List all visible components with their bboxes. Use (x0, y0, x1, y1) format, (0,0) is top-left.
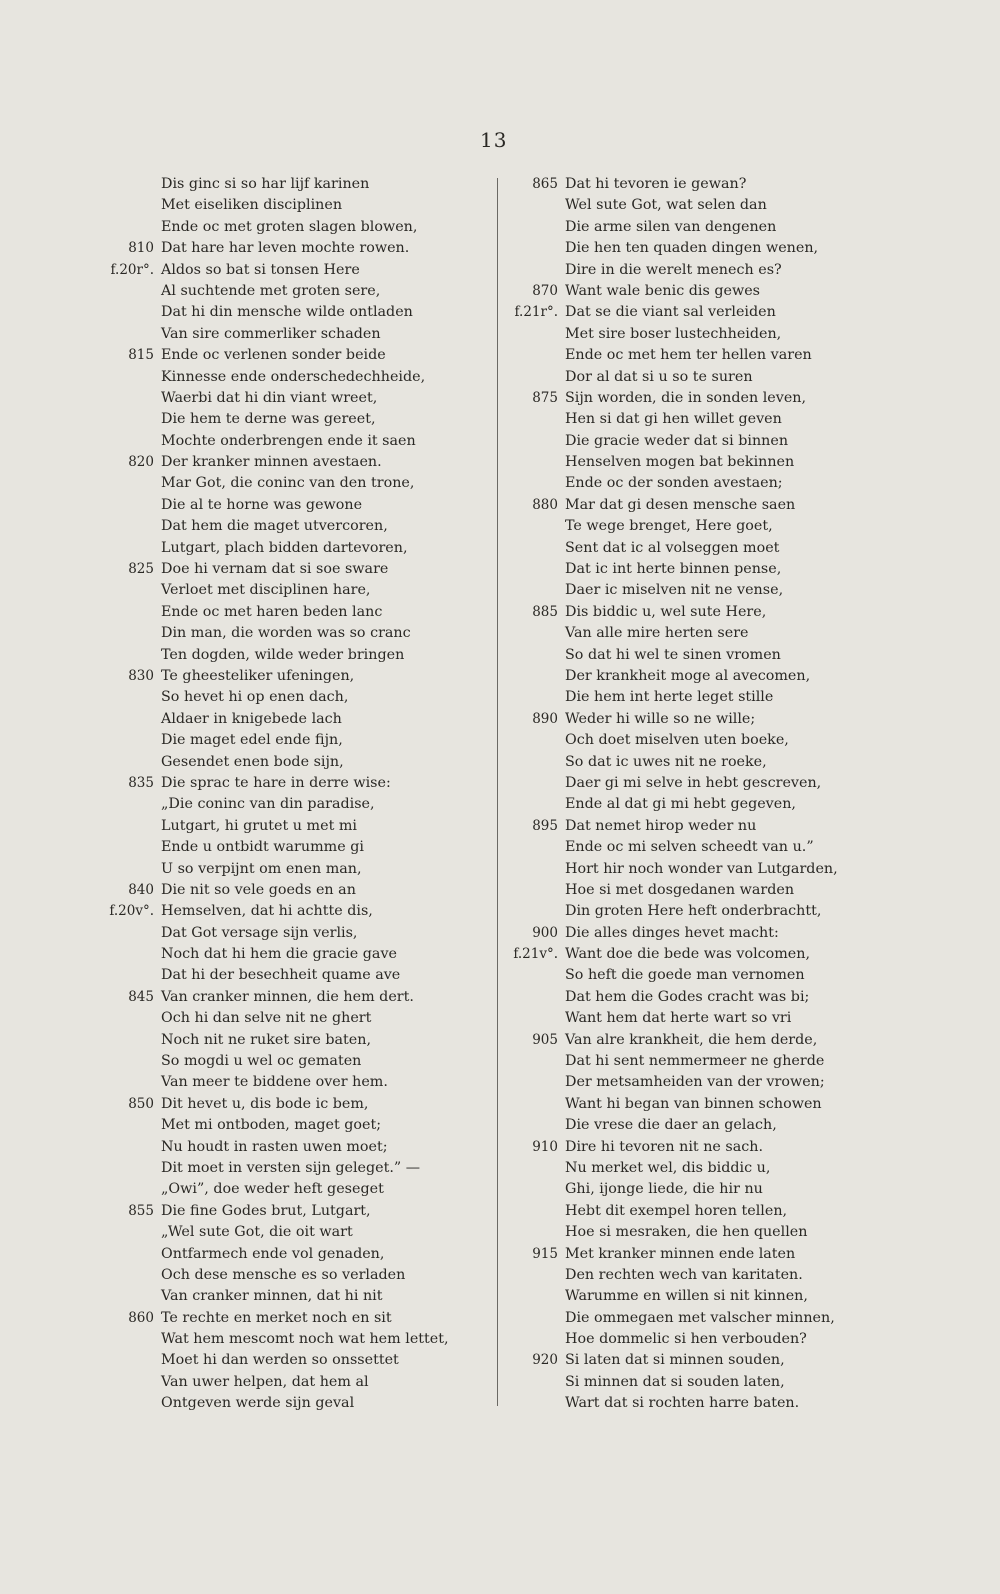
verse-text: Warumme en willen si nit kinnen, (565, 1288, 808, 1305)
verse-line (96, 901, 449, 922)
verse-line (508, 965, 838, 986)
verse-text: Want hi began van binnen schowen (565, 1095, 822, 1112)
line-number: 830 (128, 667, 154, 684)
verse-line (96, 1329, 449, 1350)
verse-text: Dat hi din mensche wilde ontladen (161, 304, 413, 321)
line-number: 840 (128, 881, 154, 898)
verse-line (96, 1222, 449, 1243)
verse-text: Van meer te biddene over hem. (161, 1074, 388, 1091)
verse-text: Och hi dan selve nit ne ghert (161, 1010, 372, 1027)
line-number: 875 (532, 389, 558, 406)
verse-text: Die hem int herte leget stille (565, 689, 774, 706)
verse-line (508, 1008, 838, 1029)
verse-line (96, 388, 449, 409)
verse-line (96, 773, 449, 794)
verse-line (96, 452, 449, 473)
line-number: 835 (128, 774, 154, 791)
verse-line (96, 1350, 449, 1371)
verse-text: Der metsamheiden van der vrowen; (565, 1074, 825, 1091)
verse-line (96, 409, 449, 430)
verse-line (508, 473, 838, 494)
verse-line (508, 495, 838, 516)
line-number: f.20r°. (110, 261, 154, 278)
verse-text: Hoe si mesraken, die hen quellen (565, 1224, 808, 1241)
verse-text: Dat hi tevoren ie gewan? (565, 176, 747, 192)
verse-text: So mogdi u wel oc gematen (161, 1053, 362, 1070)
verse-text: Si minnen dat si souden laten, (565, 1373, 785, 1390)
verse-line (508, 431, 838, 452)
verse-line (96, 1372, 449, 1393)
verse-line (508, 687, 838, 708)
verse-text: Ende al dat gi mi hebt gegeven, (565, 796, 796, 813)
verse-text: Met sire boser lustechheiden, (565, 325, 782, 342)
verse-line (508, 1137, 838, 1158)
verse-line (508, 388, 838, 409)
line-number: 845 (128, 988, 154, 1005)
verse-line (96, 1008, 449, 1029)
verse-text: Ghi, ijonge liede, die hir nu (565, 1181, 763, 1198)
verse-line (96, 666, 449, 687)
verse-line (96, 602, 449, 623)
line-number: 905 (532, 1031, 558, 1048)
verse-text: Dis ginc si so har lijf karinen (161, 176, 370, 192)
verse-line (96, 195, 449, 216)
verse-text: Die alles dinges hevet macht: (565, 924, 779, 941)
verse-line (508, 773, 838, 794)
verse-text: Aldos so bat si tonsen Here (161, 261, 360, 278)
verse-text: Dat hem die maget utvercoren, (161, 518, 388, 535)
verse-line (508, 1329, 838, 1350)
verse-text: Och doet miselven uten boeke, (565, 732, 789, 749)
verse-text: Dire hi tevoren nit ne sach. (565, 1138, 764, 1155)
verse-line (96, 281, 449, 302)
verse-line (508, 1286, 838, 1307)
verse-line (96, 1115, 449, 1136)
verse-line (508, 602, 838, 623)
verse-text: So dat hi wel te sinen vromen (565, 646, 781, 663)
verse-line (508, 923, 838, 944)
verse-line (96, 431, 449, 452)
verse-line (96, 923, 449, 944)
verse-text: Dat hi der besechheit quame ave (161, 967, 401, 984)
verse-line (508, 709, 838, 730)
line-number: 820 (128, 454, 154, 471)
verse-text: So heft die goede man vernomen (565, 967, 805, 984)
verse-text: Sijn worden, die in sonden leven, (565, 389, 807, 406)
verse-line (508, 580, 838, 601)
verse-text: Dis biddic u, wel sute Here, (565, 603, 767, 620)
verse-line (508, 1308, 838, 1329)
verse-line (508, 367, 838, 388)
verse-line (96, 623, 449, 644)
verse-line (96, 217, 449, 238)
verse-line (96, 645, 449, 666)
line-number: 865 (532, 176, 558, 192)
line-number: 810 (128, 240, 154, 257)
verse-line (96, 1072, 449, 1093)
verse-text: Met kranker minnen ende laten (565, 1245, 796, 1262)
verse-text: Verloet met disciplinen hare, (161, 582, 371, 599)
line-number: 885 (532, 603, 558, 620)
verse-line (508, 1393, 838, 1414)
verse-text: Te rechte en merket noch en sit (161, 1309, 392, 1326)
verse-line (508, 666, 838, 687)
line-number: f.21r°. (514, 304, 558, 321)
verse-text: Kinnesse ende onderschedechheide, (161, 368, 426, 385)
verse-text: Hoe si met dosgedanen warden (565, 881, 795, 898)
verse-line (96, 1286, 449, 1307)
verse-line (508, 1222, 838, 1243)
verse-text: Mar Got, die coninc van den trone, (161, 475, 415, 492)
verse-line (96, 1244, 449, 1265)
verse-text: Wat hem mescomt noch wat hem lettet, (161, 1331, 449, 1348)
verse-text: Want hem dat herte wart so vri (565, 1010, 792, 1027)
verse-line (96, 944, 449, 965)
verse-line (508, 1115, 838, 1136)
verse-line (508, 944, 838, 965)
verse-text: Wart dat si rochten harre baten. (565, 1395, 800, 1412)
verse-text: Van alre krankheit, die hem derde, (565, 1031, 818, 1048)
verse-text: Die fine Godes brut, Lutgart, (161, 1202, 371, 1219)
verse-line (508, 1244, 838, 1265)
right-column (508, 174, 838, 1415)
verse-line (508, 752, 838, 773)
column-divider (497, 178, 498, 1406)
verse-line (96, 687, 449, 708)
verse-text: Dat se die viant sal verleiden (565, 304, 776, 321)
verse-line (96, 174, 449, 195)
verse-line (96, 1308, 449, 1329)
verse-text: Te gheesteliker ufeningen, (161, 667, 355, 684)
verse-text: Die hem te derne was gereet, (161, 411, 376, 428)
verse-line (96, 837, 449, 858)
verse-line (96, 559, 449, 580)
verse-line (508, 1158, 838, 1179)
verse-line (96, 1265, 449, 1286)
verse-line (508, 901, 838, 922)
line-number: f.21v°. (513, 946, 558, 963)
verse-line (96, 238, 449, 259)
verse-line (508, 623, 838, 644)
line-number: f.20v°. (109, 903, 154, 920)
verse-text: Die sprac te hare in derre wise: (161, 774, 391, 791)
verse-line (508, 730, 838, 751)
line-number: 900 (532, 924, 558, 941)
line-number: 920 (532, 1352, 558, 1369)
verse-text: Die nit so vele goeds en an (161, 881, 356, 898)
verse-text: Hort hir noch wonder van Lutgarden, (565, 860, 838, 877)
verse-line (96, 752, 449, 773)
line-number: 890 (532, 710, 558, 727)
verse-text: Din groten Here heft onderbrachtt, (565, 903, 822, 920)
verse-line (96, 1201, 449, 1222)
verse-line (96, 1094, 449, 1115)
verse-text: Mar dat gi desen mensche saen (565, 496, 796, 513)
verse-text: Van alle mire herten sere (565, 625, 749, 642)
verse-text: „Die coninc van din paradise, (161, 796, 375, 813)
verse-line (96, 345, 449, 366)
left-column (96, 174, 449, 1415)
verse-line (96, 538, 449, 559)
verse-line (508, 1372, 838, 1393)
verse-line (508, 1201, 838, 1222)
verse-text: Mochte onderbrengen ende it saen (161, 432, 416, 449)
verse-text: Moet hi dan werden so onssettet (161, 1352, 399, 1369)
verse-line (96, 1137, 449, 1158)
verse-line (508, 837, 838, 858)
verse-text: Ende oc met haren beden lanc (161, 603, 383, 620)
verse-text: Van sire commerliker schaden (161, 325, 381, 342)
verse-text: Van uwer helpen, dat hem al (161, 1373, 369, 1390)
verse-line (508, 516, 838, 537)
verse-text: Die arme silen van dengenen (565, 218, 777, 235)
verse-line (508, 859, 838, 880)
verse-text: Der krankheit moge al avecomen, (565, 667, 811, 684)
verse-line (96, 1179, 449, 1200)
verse-text: Noch dat hi hem die gracie gave (161, 946, 397, 963)
verse-text: Die gracie weder dat si binnen (565, 432, 789, 449)
verse-text: Ende oc mi selven scheedt van u.” (565, 839, 814, 856)
verse-text: Doe hi vernam dat si soe sware (161, 561, 389, 578)
verse-text: Te wege brenget, Here goet, (565, 518, 773, 535)
verse-text: Din man, die worden was so cranc (161, 625, 411, 642)
verse-line (96, 880, 449, 901)
line-number: 870 (532, 282, 558, 299)
verse-line (96, 709, 449, 730)
verse-line (508, 559, 838, 580)
verse-line (96, 1158, 449, 1179)
line-number: 910 (532, 1138, 558, 1155)
verse-line (508, 1094, 838, 1115)
verse-line (508, 174, 838, 195)
verse-text: Ende u ontbidt warumme gi (161, 839, 364, 856)
verse-text: Die maget edel ende fijn, (161, 732, 343, 749)
verse-line (96, 516, 449, 537)
verse-line (508, 195, 838, 216)
verse-text: Ende oc verlenen sonder beide (161, 347, 386, 364)
line-number: 850 (128, 1095, 154, 1112)
verse-text: Waerbi dat hi din viant wreet, (161, 389, 378, 406)
verse-text: Dat nemet hirop weder nu (565, 817, 757, 834)
line-number: 825 (128, 561, 154, 578)
verse-text: Lutgart, hi grutet u met mi (161, 817, 357, 834)
verse-line (508, 345, 838, 366)
verse-line (508, 1030, 838, 1051)
verse-line (96, 794, 449, 815)
verse-line (508, 281, 838, 302)
verse-text: Die vrese die daer an gelach, (565, 1117, 777, 1134)
verse-text: Nu houdt in rasten uwen moet; (161, 1138, 388, 1155)
verse-line (508, 217, 838, 238)
verse-text: Daer ic miselven nit ne vense, (565, 582, 784, 599)
verse-text: Al suchtende met groten sere, (161, 282, 381, 299)
verse-text: Och dese mensche es so verladen (161, 1266, 406, 1283)
verse-text: Ende oc met hem ter hellen varen (565, 347, 812, 364)
verse-line (508, 794, 838, 815)
verse-text: Daer gi mi selve in hebt gescreven, (565, 774, 822, 791)
verse-line (508, 324, 838, 345)
verse-line (96, 260, 449, 281)
verse-line (96, 324, 449, 345)
verse-text: Lutgart, plach bidden dartevoren, (161, 539, 408, 556)
verse-text: Den rechten wech van karitaten. (565, 1266, 803, 1283)
verse-line (96, 730, 449, 751)
verse-text: Si laten dat si minnen souden, (565, 1352, 785, 1369)
verse-text: Hoe dommelic si hen verbouden? (565, 1331, 807, 1348)
verse-line (96, 965, 449, 986)
verse-text: Wel sute Got, wat selen dan (565, 197, 767, 214)
verse-text: „Owi”, doe weder heft geseget (161, 1181, 384, 1198)
verse-text: Dit moet in versten sijn geleget.” — (161, 1159, 421, 1176)
verse-line (508, 816, 838, 837)
verse-text: Die ommegaen met valscher minnen, (565, 1309, 835, 1326)
verse-text: Met eiseliken disciplinen (161, 197, 343, 214)
verse-line (508, 1051, 838, 1072)
verse-text: Hebt dit exempel horen tellen, (565, 1202, 788, 1219)
verse-text: Dat ic int herte binnen pense, (565, 561, 782, 578)
verse-text: Nu merket wel, dis biddic u, (565, 1159, 771, 1176)
verse-text: Noch nit ne ruket sire baten, (161, 1031, 371, 1048)
verse-line (96, 302, 449, 323)
verse-text: Dat Got versage sijn verlis, (161, 924, 358, 941)
verse-line (96, 859, 449, 880)
verse-text: Dit hevet u, dis bode ic bem, (161, 1095, 369, 1112)
line-number: 855 (128, 1202, 154, 1219)
verse-line (508, 452, 838, 473)
verse-text: Ten dogden, wilde weder bringen (161, 646, 405, 663)
verse-line (96, 1051, 449, 1072)
verse-text: Der kranker minnen avestaen. (161, 454, 382, 471)
verse-text: Want doe die bede was volcomen, (565, 946, 811, 963)
verse-line (96, 1393, 449, 1414)
verse-text: Gesendet enen bode sijn, (161, 753, 344, 770)
line-number: 880 (532, 496, 558, 513)
verse-line (96, 473, 449, 494)
verse-line (96, 1030, 449, 1051)
verse-text: Ende oc der sonden avestaen; (565, 475, 783, 492)
verse-line (508, 538, 838, 559)
verse-text: Dire in die werelt menech es? (565, 261, 782, 278)
verse-text: Van cranker minnen, dat hi nit (161, 1288, 383, 1305)
line-number: 895 (532, 817, 558, 834)
line-number: 815 (128, 347, 154, 364)
verse-text: Want wale benic dis gewes (565, 282, 761, 299)
verse-text: Ende oc met groten slagen blowen, (161, 218, 418, 235)
verse-text: So dat ic uwes nit ne roeke, (565, 753, 767, 770)
verse-text: U so verpijnt om enen man, (161, 860, 362, 877)
verse-text: Dor al dat si u so te suren (565, 368, 753, 385)
verse-line (96, 987, 449, 1008)
verse-text: Weder hi wille so ne wille; (565, 710, 756, 727)
verse-line (508, 302, 838, 323)
verse-text: „Wel sute Got, die oit wart (161, 1224, 353, 1241)
verse-text: Sent dat ic al volseggen moet (565, 539, 780, 556)
verse-text: So hevet hi op enen dach, (161, 689, 349, 706)
verse-line (508, 1072, 838, 1093)
verse-line (508, 880, 838, 901)
verse-text: Dat hem die Godes cracht was bi; (565, 988, 810, 1005)
verse-line (508, 238, 838, 259)
verse-line (508, 1350, 838, 1371)
verse-text: Henselven mogen bat bekinnen (565, 454, 795, 471)
verse-line (508, 409, 838, 430)
page-number: 13 (480, 128, 508, 152)
line-number: 915 (532, 1245, 558, 1262)
verse-line (96, 367, 449, 388)
verse-text: Met mi ontboden, maget goet; (161, 1117, 382, 1134)
verse-line (96, 816, 449, 837)
verse-text: Dat hi sent nemmermeer ne gherde (565, 1053, 825, 1070)
verse-text: Van cranker minnen, die hem dert. (161, 988, 414, 1005)
verse-line (508, 987, 838, 1008)
verse-text: Ontfarmech ende vol genaden, (161, 1245, 385, 1262)
verse-line (508, 645, 838, 666)
verse-text: Aldaer in knigebede lach (161, 710, 342, 727)
verse-text: Hen si dat gi hen willet geven (565, 411, 782, 428)
verse-text: Hemselven, dat hi achtte dis, (161, 903, 373, 920)
verse-line (508, 1265, 838, 1286)
line-number: 860 (128, 1309, 154, 1326)
verse-line (96, 495, 449, 516)
verse-text: Dat hare har leven mochte rowen. (161, 240, 410, 257)
verse-line (508, 260, 838, 281)
verse-text: Die hen ten quaden dingen wenen, (565, 240, 819, 257)
verse-line (96, 580, 449, 601)
verse-text: Die al te horne was gewone (161, 496, 363, 513)
verse-line (508, 1179, 838, 1200)
verse-text: Ontgeven werde sijn geval (161, 1395, 355, 1412)
